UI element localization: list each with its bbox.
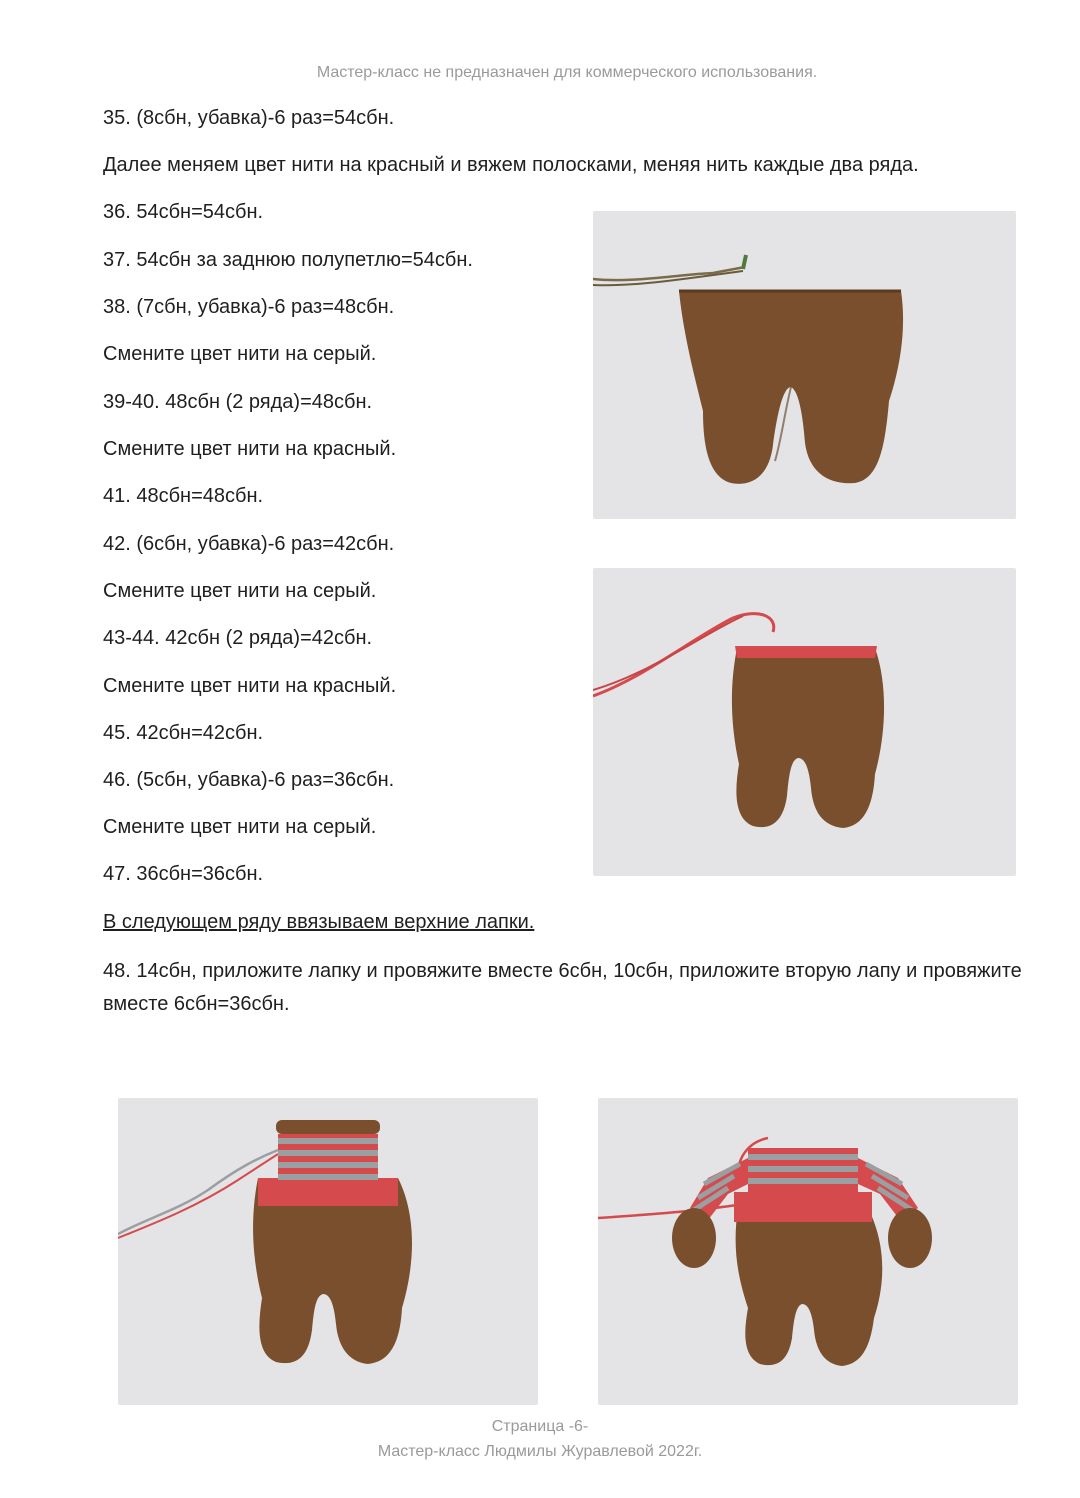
instruction-row-46: 46. (5сбн, убавка)-6 раз=36сбн. xyxy=(103,769,395,791)
photo-body-with-arms xyxy=(598,1098,1018,1405)
footer-credit: Мастер-класс Людмилы Журавлевой 2022г. xyxy=(377,1443,703,1460)
instruction-row-39-40: 39-40. 48сбн (2 ряда)=48сбн. xyxy=(103,391,373,413)
photo-brown-body xyxy=(593,211,1016,519)
instruction-change-gray: Смените цвет нити на серый. xyxy=(103,343,377,365)
instruction-row-37: 37. 54сбн за заднюю полупетлю=54сбн. xyxy=(103,249,473,271)
instruction-row-36: 36. 54сбн=54сбн. xyxy=(103,201,264,223)
instruction-row-35: 35. (8сбн, убавка)-6 раз=54сбн. xyxy=(103,107,395,129)
instruction-row-48: 48. 14сбн, приложите лапку и провяжите вместе 6сбн, 10сбн, приложите вторую лапу и провяжите вместе 6сбн=36сбн. xyxy=(103,960,1022,1015)
instruction-color-note: Далее меняем цвет нити на красный и вяжем полосками, меняя нить каждые два ряда. xyxy=(103,154,919,176)
instruction-change-red: Смените цвет нити на красный. xyxy=(103,675,397,697)
photo-red-band-body xyxy=(593,568,1016,876)
instruction-row-47: 47. 36сбн=36сбн. xyxy=(103,863,264,885)
footer-page-number: Страница -6- xyxy=(491,1418,589,1435)
header-disclaimer: Мастер-класс не предназначен для коммерческого использования. xyxy=(316,64,818,81)
instruction-row-43-44: 43-44. 42сбн (2 ряда)=42сбн. xyxy=(103,627,373,649)
instruction-change-gray: Смените цвет нити на серый. xyxy=(103,816,377,838)
photo-striped-body xyxy=(118,1098,538,1405)
instruction-row-42: 42. (6сбн, убавка)-6 раз=42сбн. xyxy=(103,533,395,555)
instruction-change-gray: Смените цвет нити на серый. xyxy=(103,580,377,602)
instruction-change-red: Смените цвет нити на красный. xyxy=(103,438,397,460)
instruction-row-41: 41. 48сбн=48сбн. xyxy=(103,485,264,507)
instruction-row-38: 38. (7сбн, убавка)-6 раз=48сбн. xyxy=(103,296,395,318)
instruction-row-45: 45. 42сбн=42сбн. xyxy=(103,722,264,744)
instruction-subheading: В следующем ряду ввязываем верхние лапки. xyxy=(103,911,535,933)
